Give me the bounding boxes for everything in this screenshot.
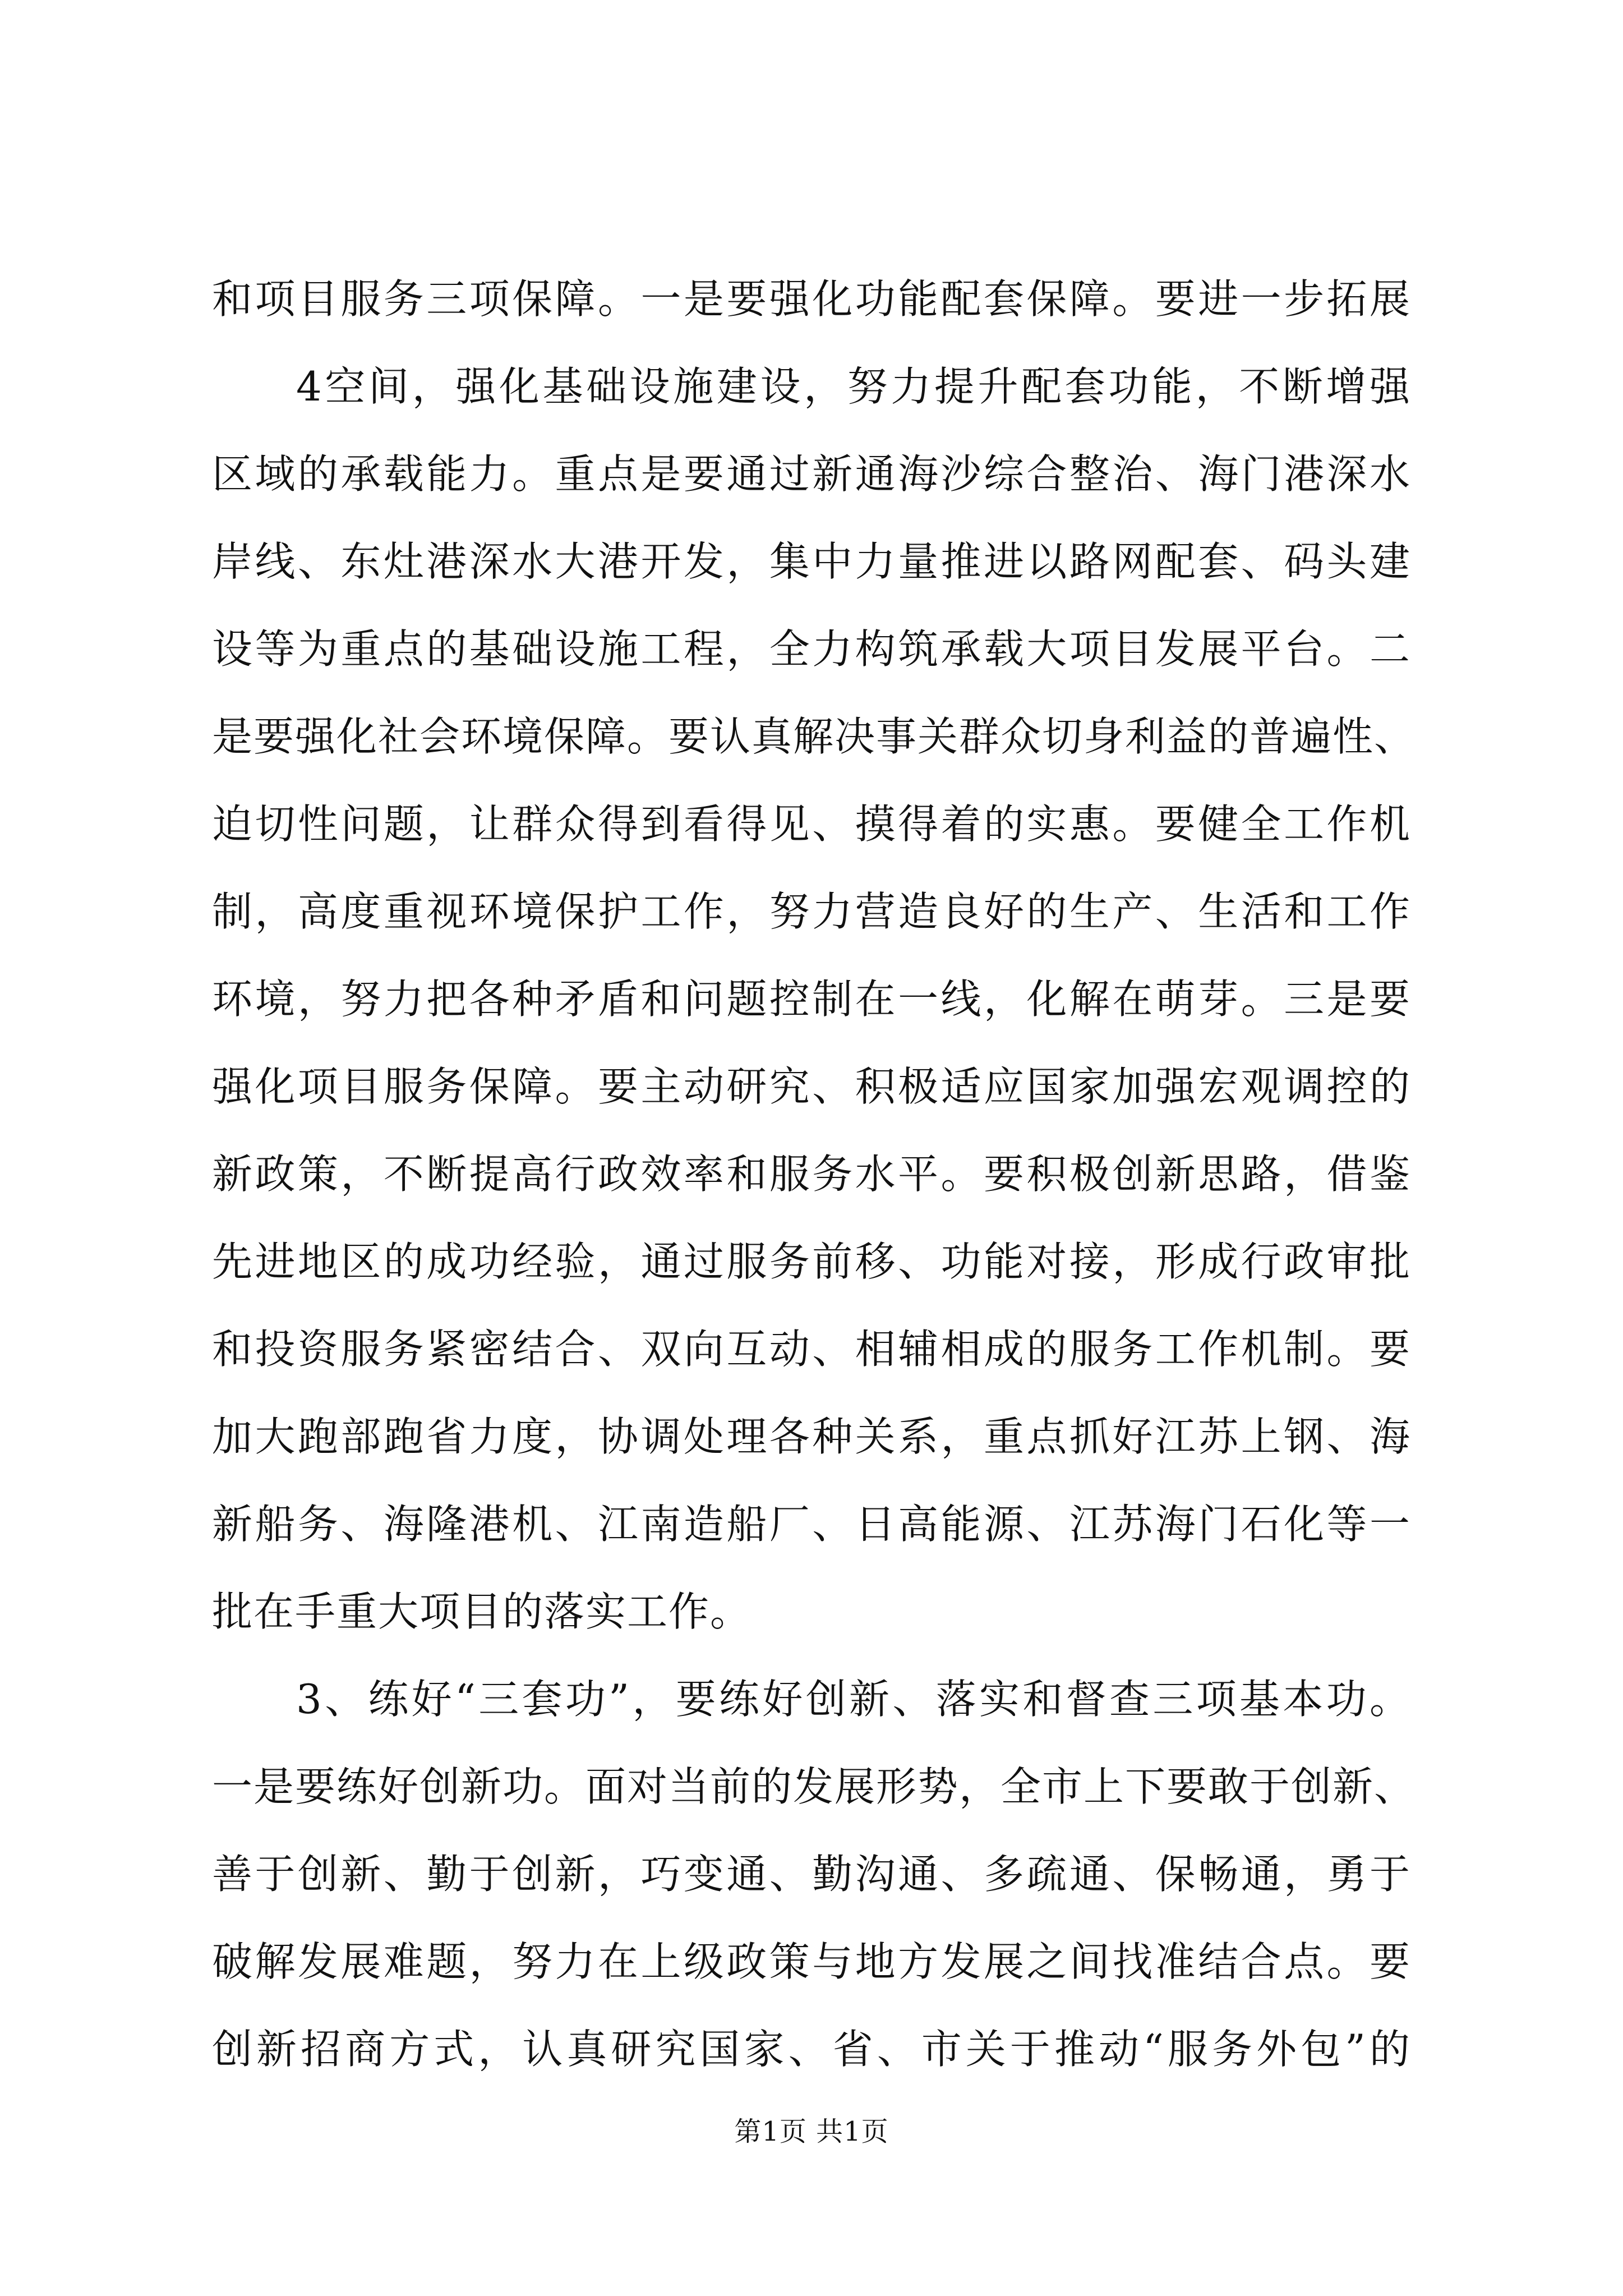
- text-line: 一是要练好创新功。面对当前的发展形势，全市上下要敢于创新、: [212, 1763, 1416, 1810]
- text-line: 强化项目服务保障。要主动研究、积极适应国家加强宏观调控的: [212, 1063, 1411, 1110]
- text-line: 是要强化社会环境保障。要认真解决事关群众切身利益的普遍性、: [212, 713, 1416, 760]
- text-line: 区域的承载能力。重点是要通过新通海沙综合整治、海门港深水: [212, 450, 1411, 498]
- text-line: 设等为重点的基础设施工程，全力构筑承载大项目发展平台。二: [212, 625, 1411, 673]
- text-line: 先进地区的成功经验，通过服务前移、功能对接，形成行政审批: [212, 1238, 1411, 1285]
- text-line: 新政策，不断提高行政效率和服务水平。要积极创新思路，借鉴: [212, 1151, 1411, 1198]
- text-line: 4空间，强化基础设施建设，努力提升配套功能，不断增强: [296, 363, 1411, 410]
- text-line: 加大跑部跑省力度，协调处理各种关系，重点抓好江苏上钢、海: [212, 1413, 1411, 1460]
- body-text: [212, 255, 1416, 2093]
- text-line: 破解发展难题，努力在上级政策与地方发展之间找准结合点。要: [212, 1938, 1411, 1985]
- page-footer: 第1页 共1页: [734, 2116, 889, 2147]
- text-line: 环境，努力把各种矛盾和问题控制在一线，化解在萌芽。三是要: [212, 976, 1411, 1023]
- text-line: 3、练好“三套功”，要练好创新、落实和督查三项基本功。: [296, 1676, 1411, 1723]
- text-line: 制，高度重视环境保护工作，努力营造良好的生产、生活和工作: [212, 888, 1411, 935]
- text-line: 和项目服务三项保障。一是要强化功能配套保障。要进一步拓展: [212, 275, 1411, 323]
- text-line: 迫切性问题，让群众得到看得见、摸得着的实惠。要健全工作机: [212, 800, 1411, 848]
- text-line: 创新招商方式，认真研究国家、省、市关于推动“服务外包”的: [212, 2026, 1411, 2073]
- text-line: 岸线、东灶港深水大港开发，集中力量推进以路网配套、码头建: [212, 538, 1411, 585]
- text-line: 新船务、海隆港机、江南造船厂、日高能源、江苏海门石化等一: [212, 1501, 1411, 1548]
- text-line: 批在手重大项目的落实工作。: [212, 1588, 752, 1635]
- text-line: 和投资服务紧密结合、双向互动、相辅相成的服务工作机制。要: [212, 1326, 1411, 1373]
- text-line: 善于创新、勤于创新，巧变通、勤沟通、多疏通、保畅通，勇于: [212, 1851, 1411, 1898]
